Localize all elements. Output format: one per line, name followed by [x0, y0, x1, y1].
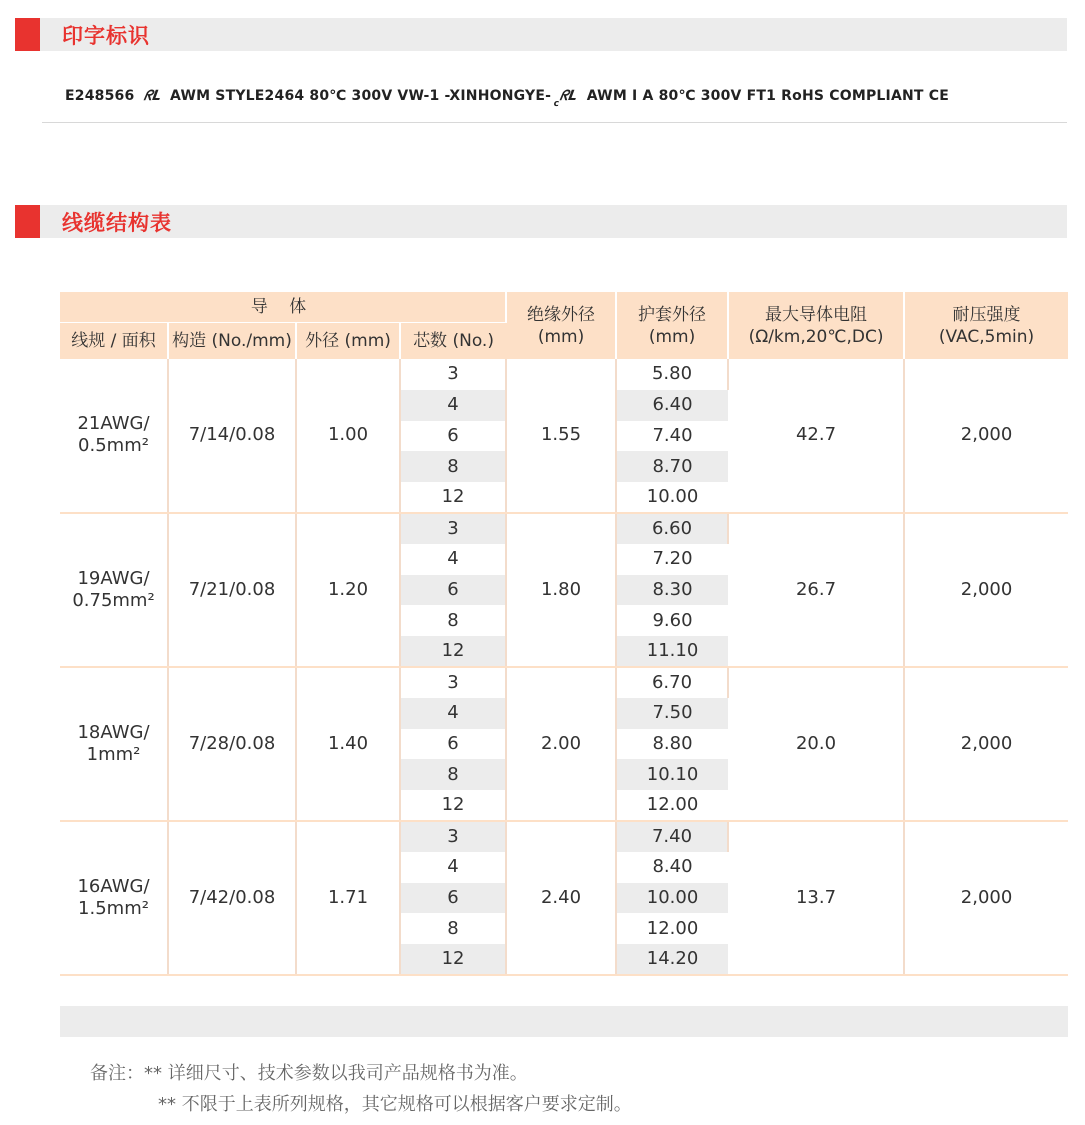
cell-od: 1.00 — [296, 359, 400, 513]
cell-jacket-od: 10.00 — [616, 482, 728, 513]
header-cores: 芯数 (No.) — [400, 322, 506, 359]
cell-od: 1.71 — [296, 821, 400, 975]
cell-cores: 4 — [400, 852, 506, 883]
cell-jacket-od: 6.70 — [616, 667, 728, 698]
cell-cores: 4 — [400, 698, 506, 729]
cell-voltage: 2,000 — [904, 821, 1068, 975]
cell-jacket-od: 6.60 — [616, 513, 728, 544]
cell-cores: 8 — [400, 913, 506, 944]
table-row — [60, 821, 1068, 852]
section-title: 印字标识 — [62, 23, 150, 48]
cell-gauge: 21AWG/ 0.5mm² — [60, 359, 168, 513]
header-jacket-od: 护套外径 (mm) — [616, 292, 728, 359]
cell-construction: 7/42/0.08 — [168, 821, 296, 975]
cell-cores: 6 — [400, 883, 506, 914]
cell-cores: 12 — [400, 790, 506, 821]
cell-jacket-od: 6.40 — [616, 390, 728, 421]
cell-cores: 12 — [400, 944, 506, 975]
cell-jacket-od: 5.80 — [616, 359, 728, 390]
cell-jacket-od: 14.20 — [616, 944, 728, 975]
cell-voltage: 2,000 — [904, 359, 1068, 513]
cell-resistance: 42.7 — [728, 359, 904, 513]
cell-insulation-od: 1.80 — [506, 513, 616, 667]
cell-od: 1.20 — [296, 513, 400, 667]
note-line-1: 备注：** 详细尺寸、技术参数以我司产品规格书为准。 — [90, 1063, 528, 1084]
section-header-structure — [40, 205, 1067, 238]
table-row — [60, 513, 1068, 544]
cell-construction: 7/14/0.08 — [168, 359, 296, 513]
cell-od: 1.40 — [296, 667, 400, 821]
cell-jacket-od: 8.30 — [616, 575, 728, 606]
header-resistance: 最大导体电阻 (Ω/km,20℃,DC) — [728, 292, 904, 359]
cell-jacket-od: 7.40 — [616, 821, 728, 852]
header-construction: 构造 (No./mm) — [168, 322, 296, 359]
cell-jacket-od: 12.00 — [646, 917, 699, 939]
cell-voltage: 2,000 — [904, 667, 1068, 821]
cell-cores: 8 — [400, 759, 506, 790]
section-header-marking — [40, 18, 1067, 51]
cell-insulation-od: 2.00 — [506, 667, 616, 821]
cell-jacket-od: 10.10 — [616, 759, 728, 790]
cell-resistance: 13.7 — [728, 821, 904, 975]
cell-jacket-od: 8.70 — [616, 451, 728, 482]
cell-construction: 7/21/0.08 — [168, 513, 296, 667]
cell-jacket-od: 7.20 — [652, 548, 693, 570]
marking-part-3: AWM I A 80℃ 300V FT1 RoHS COMPLIANT CE — [586, 88, 949, 104]
divider — [42, 122, 1067, 123]
table-row — [60, 359, 1068, 390]
header-conductor: 导 体 — [60, 292, 506, 322]
header-voltage: 耐压强度 (VAC,5min) — [904, 292, 1068, 359]
cell-voltage: 2,000 — [904, 513, 1068, 667]
cell-cores: 3 — [400, 359, 506, 390]
cell-cores: 6 — [400, 575, 506, 606]
cell-gauge: 19AWG/ 0.75mm² — [60, 513, 168, 667]
header-insulation-od: 绝缘外径 (mm) — [506, 292, 616, 359]
cell-cores: 3 — [400, 513, 506, 544]
cell-insulation-od: 1.55 — [506, 359, 616, 513]
notes — [90, 1058, 632, 1120]
cell-jacket-od: 11.10 — [616, 636, 728, 667]
cell-jacket-od: 7.40 — [652, 424, 693, 446]
cell-insulation-od: 2.40 — [506, 821, 616, 975]
cul-logo-icon: c ᖇᒪ — [552, 88, 580, 109]
cell-jacket-od: 8.80 — [652, 732, 693, 754]
cable-marking-text — [65, 88, 1065, 109]
cell-cores: 4 — [400, 544, 506, 575]
cell-resistance: 26.7 — [728, 513, 904, 667]
ul-logo-icon: ᖇᒪ — [142, 88, 163, 104]
cell-resistance: 20.0 — [728, 667, 904, 821]
cell-cores: 4 — [400, 390, 506, 421]
header-gauge: 线规 / 面积 — [60, 322, 168, 359]
cell-gauge: 16AWG/ 1.5mm² — [60, 821, 168, 975]
table-row — [60, 667, 1068, 698]
marking-part-1: E248566 — [65, 88, 135, 104]
cell-construction: 7/28/0.08 — [168, 667, 296, 821]
cell-cores: 3 — [400, 821, 506, 852]
cell-cores: 3 — [400, 667, 506, 698]
cable-structure-table — [60, 292, 1068, 976]
cell-jacket-od: 9.60 — [652, 609, 693, 631]
cell-cores: 8 — [400, 451, 506, 482]
cell-gauge: 18AWG/ 1mm² — [60, 667, 168, 821]
cell-cores: 6 — [400, 421, 506, 452]
note-line-2: ** 不限于上表所列规格，其它规格可以根据客户要求定制。 — [158, 1094, 632, 1115]
marking-part-2: AWM STYLE2464 80℃ 300V VW-1 -XINHONGYE- — [170, 88, 552, 104]
cell-cores: 12 — [400, 482, 506, 513]
footer-bar — [60, 1006, 1068, 1037]
cell-cores: 12 — [400, 636, 506, 667]
cell-jacket-od: 12.00 — [616, 790, 728, 821]
cell-jacket-od: 8.40 — [652, 856, 693, 878]
cell-jacket-od: 10.00 — [616, 883, 728, 914]
cell-cores: 6 — [400, 729, 506, 760]
cell-jacket-od: 7.50 — [616, 698, 728, 729]
header-od: 外径 (mm) — [296, 322, 400, 359]
cell-cores: 8 — [400, 605, 506, 636]
section-title: 线缆结构表 — [62, 210, 172, 235]
